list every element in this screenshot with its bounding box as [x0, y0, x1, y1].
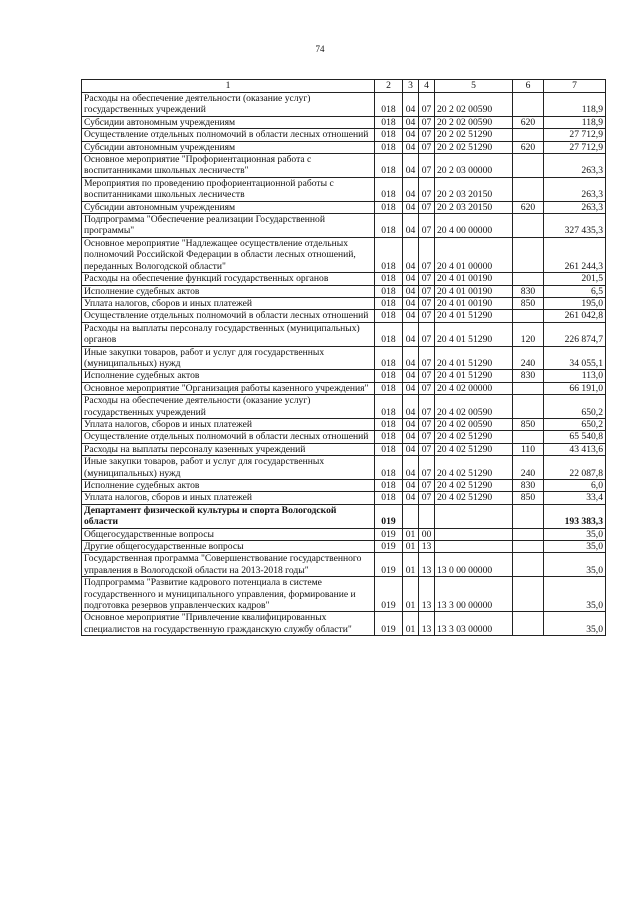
table-row	[82, 528, 606, 540]
row-expense-type	[513, 237, 544, 272]
col-header-2: 2	[375, 80, 403, 93]
row-expense-type	[513, 129, 544, 141]
header-row	[82, 80, 606, 93]
row-target-article: 20 2 03 20150	[435, 201, 513, 213]
row-expense-type: 850	[513, 492, 544, 504]
row-target-article: 20 4 02 00590	[435, 418, 513, 430]
row-amount: 35,0	[544, 528, 606, 540]
row-name: Исполнение судебных актов	[82, 285, 375, 297]
row-section-code: 01	[403, 541, 419, 553]
row-name: Осуществление отдельных полномочий в области лесных отношений	[82, 431, 375, 443]
table-row	[82, 297, 606, 309]
row-expense-type: 830	[513, 285, 544, 297]
col-header-1: 1	[82, 80, 375, 93]
row-subsection-code: 07	[419, 322, 435, 346]
row-section-code: 04	[403, 129, 419, 141]
row-section-code: 04	[403, 418, 419, 430]
row-name: Другие общегосударственные вопросы	[82, 541, 375, 553]
row-subsection-code: 07	[419, 214, 435, 238]
row-grbs-code: 018	[375, 382, 403, 394]
row-expense-type	[513, 504, 544, 528]
row-grbs-code: 018	[375, 237, 403, 272]
row-target-article: 20 2 02 00590	[435, 93, 513, 117]
row-target-article: 20 2 03 00000	[435, 154, 513, 178]
row-expense-type	[513, 528, 544, 540]
row-subsection-code: 07	[419, 285, 435, 297]
row-subsection-code: 07	[419, 370, 435, 382]
row-subsection-code: 07	[419, 129, 435, 141]
row-amount: 195,0	[544, 297, 606, 309]
row-target-article: 20 4 02 51290	[435, 443, 513, 455]
row-amount: 33,4	[544, 492, 606, 504]
row-expense-type	[513, 382, 544, 394]
row-grbs-code: 018	[375, 310, 403, 322]
row-expense-type: 240	[513, 346, 544, 370]
row-amount: 650,2	[544, 395, 606, 419]
row-grbs-code: 018	[375, 129, 403, 141]
row-expense-type: 850	[513, 297, 544, 309]
row-name: Государственная программа "Совершенствование государственного управления в Вологодской области на 2013-2018 годы"	[82, 553, 375, 577]
table-row	[82, 480, 606, 492]
row-expense-type	[513, 177, 544, 201]
page-number: 74	[315, 44, 325, 54]
row-subsection-code	[419, 504, 435, 528]
row-subsection-code: 07	[419, 141, 435, 153]
row-target-article: 20 2 02 51290	[435, 141, 513, 153]
row-expense-type	[513, 310, 544, 322]
row-target-article	[435, 528, 513, 540]
row-target-article	[435, 541, 513, 553]
row-grbs-code: 018	[375, 214, 403, 238]
row-grbs-code: 018	[375, 273, 403, 285]
row-subsection-code: 07	[419, 93, 435, 117]
row-amount: 27 712,9	[544, 129, 606, 141]
row-subsection-code: 07	[419, 116, 435, 128]
col-header-3: 3	[403, 80, 419, 93]
table-row	[82, 141, 606, 153]
row-subsection-code: 07	[419, 492, 435, 504]
table-row	[82, 93, 606, 117]
table-row	[82, 129, 606, 141]
table-row	[82, 116, 606, 128]
row-grbs-code: 018	[375, 443, 403, 455]
row-name: Расходы на выплаты персоналу государственных (муниципальных) органов	[82, 322, 375, 346]
row-amount: 263,3	[544, 154, 606, 178]
row-section-code: 04	[403, 237, 419, 272]
row-grbs-code: 019	[375, 504, 403, 528]
row-grbs-code: 019	[375, 577, 403, 612]
row-name: Субсидии автономным учреждениям	[82, 201, 375, 213]
row-target-article: 20 4 02 00590	[435, 395, 513, 419]
table-row	[82, 456, 606, 480]
budget-table	[81, 79, 606, 636]
row-subsection-code: 07	[419, 273, 435, 285]
row-subsection-code: 00	[419, 528, 435, 540]
row-amount: 66 191,0	[544, 382, 606, 394]
row-name: Подпрограмма "Развитие кадрового потенциала в системе государственного и муниципального управления, формирование и подготовка резервов управленческих кадров"	[82, 577, 375, 612]
row-subsection-code: 07	[419, 346, 435, 370]
row-expense-type: 620	[513, 141, 544, 153]
row-grbs-code: 018	[375, 395, 403, 419]
row-subsection-code: 13	[419, 577, 435, 612]
row-target-article: 20 4 02 51290	[435, 492, 513, 504]
row-grbs-code: 018	[375, 201, 403, 213]
row-target-article: 20 4 01 51290	[435, 346, 513, 370]
row-subsection-code: 07	[419, 480, 435, 492]
row-grbs-code: 019	[375, 553, 403, 577]
row-target-article: 20 4 02 51290	[435, 456, 513, 480]
col-header-4: 4	[419, 80, 435, 93]
row-amount: 43 413,6	[544, 443, 606, 455]
row-target-article	[435, 504, 513, 528]
row-expense-type	[513, 431, 544, 443]
row-subsection-code: 13	[419, 553, 435, 577]
row-target-article: 20 4 01 00000	[435, 237, 513, 272]
table-row	[82, 492, 606, 504]
row-amount: 65 540,8	[544, 431, 606, 443]
row-name: Подпрограмма "Обеспечение реализации Государственной программы"	[82, 214, 375, 238]
row-expense-type	[513, 553, 544, 577]
table-row	[82, 346, 606, 370]
table-row	[82, 285, 606, 297]
row-name: Расходы на обеспечение деятельности (оказание услуг) государственных учреждений	[82, 93, 375, 117]
row-name: Уплата налогов, сборов и иных платежей	[82, 492, 375, 504]
row-target-article: 20 2 03 20150	[435, 177, 513, 201]
row-name: Расходы на выплаты персоналу казенных учреждений	[82, 443, 375, 455]
table-row	[82, 577, 606, 612]
row-section-code: 04	[403, 443, 419, 455]
row-section-code: 04	[403, 285, 419, 297]
row-section-code: 04	[403, 93, 419, 117]
row-section-code: 04	[403, 322, 419, 346]
row-name: Расходы на обеспечение функций государственных органов	[82, 273, 375, 285]
row-subsection-code: 07	[419, 154, 435, 178]
table-row	[82, 382, 606, 394]
table-row	[82, 322, 606, 346]
row-name: Иные закупки товаров, работ и услуг для государственных (муниципальных) нужд	[82, 346, 375, 370]
table-row	[82, 504, 606, 528]
table-row	[82, 177, 606, 201]
row-amount: 27 712,9	[544, 141, 606, 153]
row-section-code: 04	[403, 177, 419, 201]
row-target-article: 20 2 02 00590	[435, 116, 513, 128]
table-row	[82, 273, 606, 285]
row-expense-type: 120	[513, 322, 544, 346]
row-grbs-code: 018	[375, 370, 403, 382]
row-grbs-code: 018	[375, 177, 403, 201]
row-expense-type: 240	[513, 456, 544, 480]
row-section-code: 04	[403, 154, 419, 178]
row-section-code: 01	[403, 577, 419, 612]
row-amount: 118,9	[544, 116, 606, 128]
row-amount: 201,5	[544, 273, 606, 285]
row-subsection-code: 07	[419, 456, 435, 480]
row-expense-type: 850	[513, 418, 544, 430]
row-grbs-code: 018	[375, 346, 403, 370]
row-section-code: 04	[403, 346, 419, 370]
row-name: Уплата налогов, сборов и иных платежей	[82, 418, 375, 430]
row-expense-type	[513, 612, 544, 636]
row-subsection-code: 13	[419, 541, 435, 553]
row-amount: 35,0	[544, 577, 606, 612]
row-name: Основное мероприятие "Надлежащее осуществление отдельных полномочий Российской Федерации в области лесных отношений, переданных Вологодской области"	[82, 237, 375, 272]
row-subsection-code: 07	[419, 382, 435, 394]
row-grbs-code: 018	[375, 456, 403, 480]
row-name: Расходы на обеспечение деятельности (оказание услуг) государственных учреждений	[82, 395, 375, 419]
row-section-code: 04	[403, 370, 419, 382]
row-amount: 193 383,3	[544, 504, 606, 528]
row-section-code: 04	[403, 116, 419, 128]
row-amount: 261 244,3	[544, 237, 606, 272]
row-expense-type: 830	[513, 480, 544, 492]
col-header-5: 5	[435, 80, 513, 93]
row-target-article: 20 4 00 00000	[435, 214, 513, 238]
row-subsection-code: 07	[419, 201, 435, 213]
row-subsection-code: 07	[419, 237, 435, 272]
row-name: Иные закупки товаров, работ и услуг для государственных (муниципальных) нужд	[82, 456, 375, 480]
row-subsection-code: 07	[419, 310, 435, 322]
row-target-article: 13 3 03 00000	[435, 612, 513, 636]
row-name: Основное мероприятие "Организация работы казенного учреждения"	[82, 382, 375, 394]
table-row	[82, 541, 606, 553]
row-grbs-code: 018	[375, 154, 403, 178]
row-section-code: 04	[403, 395, 419, 419]
row-section-code: 04	[403, 456, 419, 480]
row-target-article: 20 4 02 51290	[435, 480, 513, 492]
row-name: Исполнение судебных актов	[82, 370, 375, 382]
row-name: Субсидии автономным учреждениям	[82, 116, 375, 128]
row-target-article: 20 4 01 51290	[435, 322, 513, 346]
row-name: Основное мероприятие "Привлечение квалифицированных специалистов на государственную гражданскую службу области"	[82, 612, 375, 636]
row-name: Осуществление отдельных полномочий в области лесных отношений	[82, 310, 375, 322]
row-name: Уплата налогов, сборов и иных платежей	[82, 297, 375, 309]
row-expense-type: 620	[513, 116, 544, 128]
row-amount: 35,0	[544, 553, 606, 577]
row-amount: 263,3	[544, 177, 606, 201]
table-row	[82, 370, 606, 382]
row-grbs-code: 018	[375, 141, 403, 153]
table-row	[82, 214, 606, 238]
row-target-article: 20 4 01 00190	[435, 297, 513, 309]
row-amount: 327 435,3	[544, 214, 606, 238]
row-section-code: 01	[403, 553, 419, 577]
row-section-code: 04	[403, 382, 419, 394]
row-grbs-code: 019	[375, 528, 403, 540]
row-grbs-code: 018	[375, 431, 403, 443]
row-target-article: 20 4 01 51290	[435, 370, 513, 382]
row-grbs-code: 018	[375, 297, 403, 309]
row-name: Департамент физической культуры и спорта Вологодской области	[82, 504, 375, 528]
row-expense-type	[513, 541, 544, 553]
table-row	[82, 154, 606, 178]
row-grbs-code: 019	[375, 612, 403, 636]
row-expense-type: 110	[513, 443, 544, 455]
row-amount: 650,2	[544, 418, 606, 430]
row-name: Субсидии автономным учреждениям	[82, 141, 375, 153]
row-section-code: 04	[403, 141, 419, 153]
row-amount: 35,0	[544, 541, 606, 553]
row-target-article: 20 4 02 00000	[435, 382, 513, 394]
row-name: Осуществление отдельных полномочий в области лесных отношений	[82, 129, 375, 141]
row-subsection-code: 07	[419, 297, 435, 309]
row-name: Мероприятия по проведению профориентационной работы с воспитанниками школьных лесничеств	[82, 177, 375, 201]
row-section-code: 04	[403, 201, 419, 213]
row-amount: 263,3	[544, 201, 606, 213]
row-expense-type	[513, 273, 544, 285]
row-expense-type	[513, 214, 544, 238]
row-amount: 6,0	[544, 480, 606, 492]
row-target-article: 20 2 02 51290	[435, 129, 513, 141]
row-expense-type	[513, 395, 544, 419]
table-row	[82, 612, 606, 636]
row-expense-type: 830	[513, 370, 544, 382]
row-amount: 118,9	[544, 93, 606, 117]
col-header-6: 6	[513, 80, 544, 93]
row-name: Исполнение судебных актов	[82, 480, 375, 492]
table-row	[82, 553, 606, 577]
table-row	[82, 310, 606, 322]
row-amount: 226 874,7	[544, 322, 606, 346]
row-section-code: 01	[403, 528, 419, 540]
row-target-article: 20 4 01 00190	[435, 273, 513, 285]
row-target-article: 20 4 02 51290	[435, 431, 513, 443]
row-grbs-code: 018	[375, 322, 403, 346]
row-name: Основное мероприятие "Профориентационная работа с воспитанниками школьных лесничеств"	[82, 154, 375, 178]
row-grbs-code: 018	[375, 116, 403, 128]
row-subsection-code: 07	[419, 177, 435, 201]
row-target-article: 13 0 00 00000	[435, 553, 513, 577]
row-amount: 35,0	[544, 612, 606, 636]
row-subsection-code: 07	[419, 395, 435, 419]
row-expense-type	[513, 154, 544, 178]
row-amount: 22 087,8	[544, 456, 606, 480]
row-amount: 6,5	[544, 285, 606, 297]
row-amount: 261 042,8	[544, 310, 606, 322]
row-amount: 113,0	[544, 370, 606, 382]
row-section-code: 04	[403, 297, 419, 309]
row-amount: 34 055,1	[544, 346, 606, 370]
table-row	[82, 395, 606, 419]
row-grbs-code: 018	[375, 285, 403, 297]
row-grbs-code: 018	[375, 492, 403, 504]
row-target-article: 13 3 00 00000	[435, 577, 513, 612]
row-section-code: 04	[403, 310, 419, 322]
row-section-code: 01	[403, 612, 419, 636]
row-section-code: 04	[403, 480, 419, 492]
table-row	[82, 201, 606, 213]
row-section-code: 04	[403, 431, 419, 443]
row-section-code	[403, 504, 419, 528]
table-row	[82, 237, 606, 272]
table-row	[82, 443, 606, 455]
row-section-code: 04	[403, 214, 419, 238]
row-subsection-code: 07	[419, 443, 435, 455]
table-row	[82, 431, 606, 443]
row-grbs-code: 018	[375, 93, 403, 117]
row-subsection-code: 07	[419, 431, 435, 443]
row-subsection-code: 13	[419, 612, 435, 636]
row-grbs-code: 018	[375, 480, 403, 492]
row-section-code: 04	[403, 492, 419, 504]
row-subsection-code: 07	[419, 418, 435, 430]
row-expense-type	[513, 577, 544, 612]
row-target-article: 20 4 01 51290	[435, 310, 513, 322]
row-grbs-code: 019	[375, 541, 403, 553]
row-name: Общегосударственные вопросы	[82, 528, 375, 540]
row-target-article: 20 4 01 00190	[435, 285, 513, 297]
row-grbs-code: 018	[375, 418, 403, 430]
row-expense-type	[513, 93, 544, 117]
table-row	[82, 418, 606, 430]
col-header-7: 7	[544, 80, 606, 93]
row-expense-type: 620	[513, 201, 544, 213]
row-section-code: 04	[403, 273, 419, 285]
